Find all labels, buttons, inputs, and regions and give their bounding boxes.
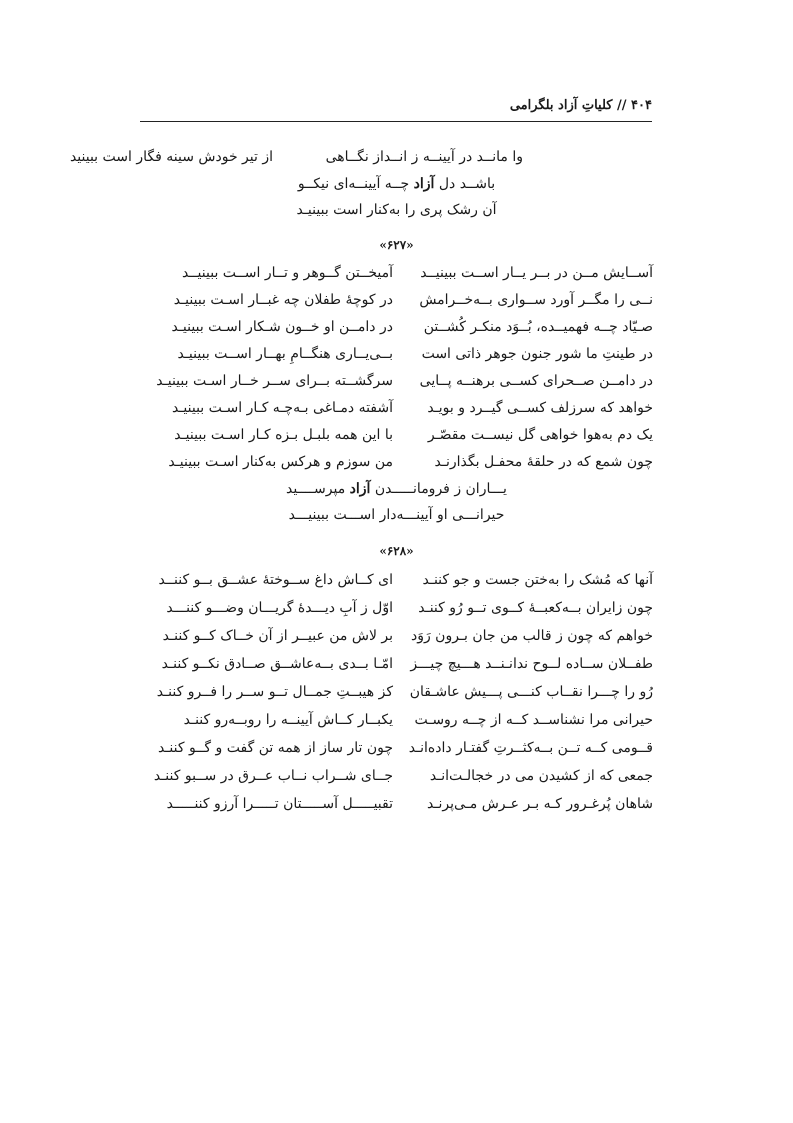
intro-hemistich-right: وا مانــد در آیینــه ز انــداز نگــاهی	[325, 149, 523, 165]
header-rule	[140, 121, 652, 122]
hemistich-right: صـیّاد چــه فهمیــده، بُــوَد منکـر کُشــتن	[423, 319, 653, 335]
header-separator: //	[617, 98, 627, 113]
hemistich-left: آشفته دمـاغی بـه‌چـه کـار اسـت ببینیـد	[171, 400, 393, 416]
hemistich-left: آمیخــتن گــوهر و تــار اســت ببینیــد	[182, 265, 393, 281]
hemistich-right: خواهم که چون ز قالب من جان بـرون رَوَد	[410, 628, 653, 644]
hemistich-right: نــی را مگــر آورد ســواری بــه‌خــرامش	[419, 292, 653, 308]
hemistich-left: کز هیبــتِ جمــال تــو ســر را فــرو کننـد	[156, 684, 393, 700]
hemistich-left: بــی‌یــاری هنگــامِ بهــار اســت ببینیـد	[177, 346, 393, 362]
poem-number: «۶۲۸»	[379, 544, 414, 558]
hemistich-right: آنها که مُشک را به‌ختن جست و جو کننـد	[422, 572, 653, 588]
hemistich-left: من سوزم و هرکس به‌کنار اسـت ببینیـد	[168, 454, 393, 470]
hemistich-right: چون شمع که در حلقهٔ محفـل بگذارنـد	[434, 454, 653, 470]
intro-closing-line-2: آن رشک پری را به‌کنار است ببینیـد	[296, 202, 497, 218]
hemistich-right: در دامــن صــحرای کســی برهنــه پــایی	[419, 373, 653, 389]
intro-hemistich-left: از تیر خودش سینه فگار است ببینید	[69, 149, 273, 165]
hemistich-right: شاهان پُرغـرور کـه بـر عـرش مـی‌پرنـد	[427, 796, 653, 812]
closing-line: یـــاران ز فرومانـــــدن آزاد مپرســــید	[286, 481, 507, 497]
closing-line: حیرانـــی او آیینـــه‌دار اســـت ببینیـــد	[288, 507, 505, 523]
hemistich-left: تقبیـــــل آســـــتان تـــــرا آرزو کننـــــد	[166, 796, 393, 812]
hemistich-left: در دامــن او خــون شـکار اسـت ببینیـد	[171, 319, 393, 335]
hemistich-right: جمعی که از کشیدن می در خجالـت‌انـد	[429, 768, 653, 784]
hemistich-right: رُو را چـــرا نقــاب کنـــی پـــیش عاشـقان	[409, 684, 653, 700]
page-number: ۴۰۴	[631, 98, 652, 113]
hemistich-right: حیرانی مرا نشناســد کــه از چــه روسـت	[414, 712, 653, 728]
hemistich-right: قــومی کــه تــن بــه‌کثــرتِ گفتـار داده‌انـد	[408, 740, 653, 756]
hemistich-right: آســایش مــن در بــر یــار اســت ببینیــد	[420, 265, 653, 281]
book-title: کلیاتِ آزاد بلگرامی	[509, 98, 613, 113]
hemistich-left: چون تار ساز از همه تن گفت و گــو کننـد	[157, 740, 393, 756]
hemistich-left: یکبــار کــاش آیینــه را روبــه‌رو کننـد	[183, 712, 393, 728]
hemistich-left: جــای شــراب نــاب عــرق در ســبو کننـد	[153, 768, 393, 784]
hemistich-right: خواهد که سرزلف کســی گیــرد و بویـد	[427, 400, 653, 416]
hemistich-right: یک دم به‌هوا خواهی گل نیســت مقصّـر	[427, 427, 653, 443]
hemistich-right: در طینتِ ما شور جنون جوهر ذاتی است	[421, 346, 653, 362]
hemistich-left: بر لاش من عبیــر از آن خــاک کــو کننـد	[162, 628, 393, 644]
hemistich-left: ای کــاش داغ ســوختهٔ عشــق بــو کننــد	[158, 572, 393, 588]
running-header	[140, 98, 652, 120]
hemistich-left: با این همه بلبـل بـزه کـار اسـت ببینیـد	[174, 427, 393, 443]
hemistich-right: طفــلان ســاده لــوح ندانـنــد هـــیچ چیـــز	[410, 656, 653, 672]
hemistich-right: چون زایران بــه‌کعبــهٔ کــوی تــو رُو کننـد	[418, 600, 653, 616]
hemistich-left: در کوچهٔ طفلان چه غبــار اسـت ببینیـد	[173, 292, 393, 308]
hemistich-left: اوّل ز آبِ دیـــدهٔ گریـــان وضـــو کننـــد	[166, 600, 393, 616]
intro-closing-line-1: باشــد دل آزاد چــه آیینــه‌ای نیکــو	[297, 176, 496, 192]
hemistich-left: امّـا بــدی بــه‌عاشــق صــادق نکــو کننـد	[161, 656, 393, 672]
hemistich-left: سرگشــته بــرای ســر خــار اسـت ببینیـد	[156, 373, 393, 389]
poem-number: «۶۲۷»	[379, 238, 414, 252]
